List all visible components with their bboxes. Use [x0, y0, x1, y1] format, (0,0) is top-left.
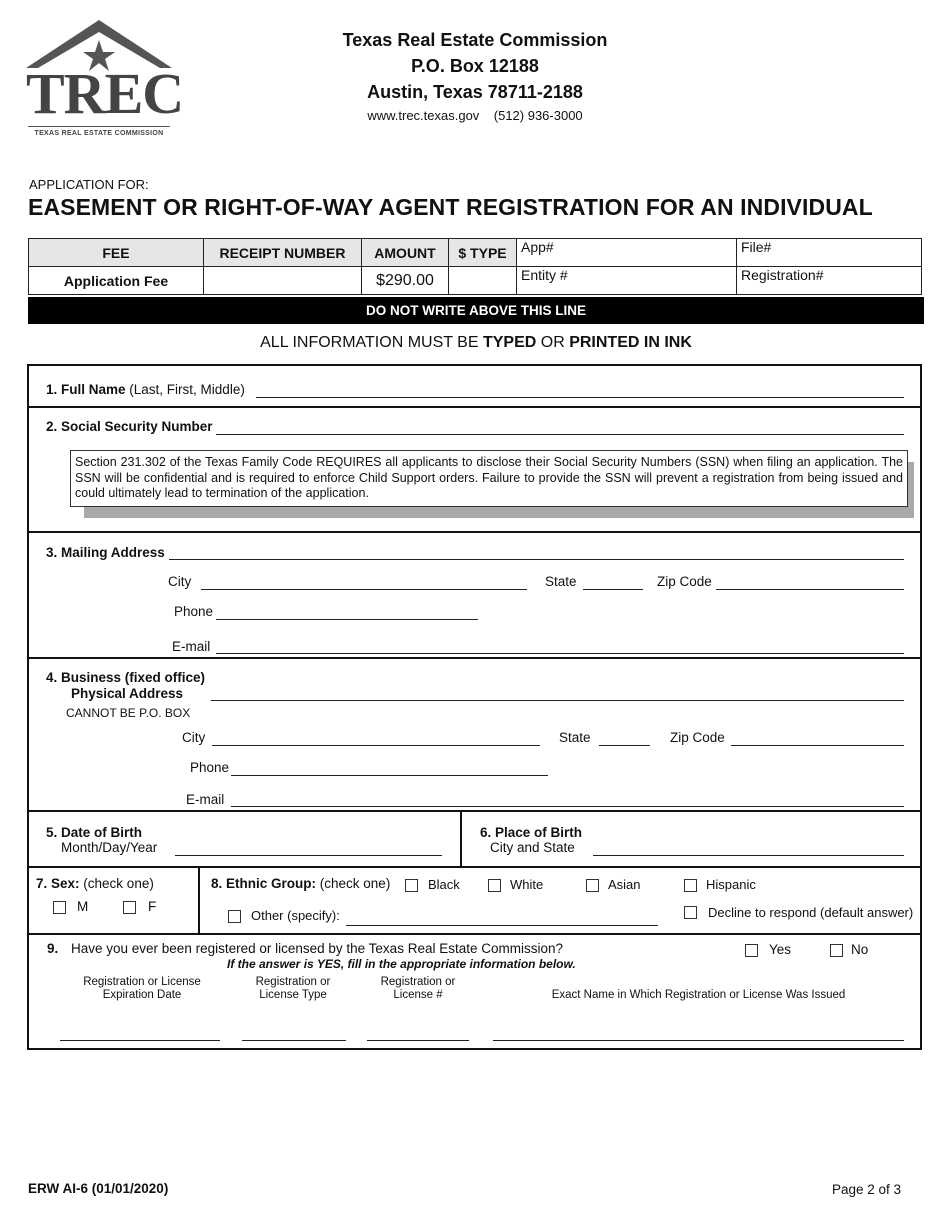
mailing-address-label: 3. Mailing Address	[46, 545, 165, 560]
sex-hint: (check one)	[83, 876, 154, 891]
business-address-input[interactable]	[211, 700, 904, 701]
sex-f-label: F	[148, 899, 157, 914]
mailing-email-input[interactable]	[216, 653, 904, 654]
business-city-input[interactable]	[212, 745, 540, 746]
receipt-number-field[interactable]	[204, 267, 362, 295]
type-header: $ TYPE	[449, 239, 517, 267]
file-number-label: File#	[741, 239, 772, 255]
birthplace-label: 6. Place of Birth	[480, 825, 583, 840]
ethnic-white-label: White	[510, 877, 544, 892]
mailing-city-label: City	[168, 574, 192, 589]
application-fee-label: Application Fee	[29, 267, 204, 295]
agency-contact	[275, 108, 675, 123]
agency-box: P.O. Box 12188	[411, 56, 539, 76]
ethnic-hispanic-checkbox[interactable]	[684, 879, 697, 892]
dob-input[interactable]	[175, 855, 442, 856]
instruction-or: OR	[536, 334, 570, 351]
mailing-zip-input[interactable]	[716, 589, 904, 590]
sex-label	[36, 876, 154, 891]
amount-header: AMOUNT	[362, 239, 449, 267]
no-po-box-note: CANNOT BE P.O. BOX	[66, 706, 191, 720]
registration-number-label: Registration#	[741, 267, 824, 283]
app-number-field[interactable]	[517, 239, 737, 267]
q9-col-number: Registration or License #	[380, 976, 456, 1001]
ethnic-asian-checkbox[interactable]	[586, 879, 599, 892]
ethnic-white-checkbox[interactable]	[488, 879, 501, 892]
do-not-write-banner: DO NOT WRITE ABOVE THIS LINE	[28, 297, 924, 324]
mailing-address-input[interactable]	[169, 559, 904, 560]
dob-sublabel: Month/Day/Year	[61, 840, 158, 855]
sex-title: 7. Sex:	[36, 876, 80, 891]
page-title: EASEMENT OR RIGHT-OF-WAY AGENT REGISTRATION FOR AN INDIVIDUAL	[28, 194, 873, 220]
application-for-label: APPLICATION FOR:	[29, 177, 149, 192]
business-email-input[interactable]	[231, 806, 904, 807]
q9-no-label: No	[851, 942, 869, 957]
fee-table	[28, 238, 922, 295]
file-number-field[interactable]	[737, 239, 922, 267]
q9-expiration-input[interactable]	[60, 1040, 220, 1041]
business-phone-input[interactable]	[231, 775, 548, 776]
ink-instruction	[28, 334, 924, 352]
logo-subtext: TEXAS REAL ESTATE COMMISSION	[34, 130, 164, 137]
mailing-phone-input[interactable]	[216, 619, 478, 620]
mailing-zip-label: Zip Code	[657, 574, 712, 589]
registration-number-field[interactable]	[737, 267, 922, 295]
business-phone-label: Phone	[190, 760, 230, 775]
receipt-header: RECEIPT NUMBER	[204, 239, 362, 267]
full-name-hint: (Last, First, Middle)	[129, 382, 245, 397]
full-name-input[interactable]	[256, 397, 904, 398]
business-address-label-2: Physical Address	[71, 686, 184, 701]
business-zip-label: Zip Code	[670, 730, 725, 745]
full-name-title: 1. Full Name	[46, 382, 126, 397]
mailing-city-input[interactable]	[201, 589, 527, 590]
q9-yes-checkbox[interactable]	[745, 944, 758, 957]
dob-label: 5. Date of Birth	[46, 825, 143, 840]
agency-name: Texas Real Estate Commission	[342, 30, 608, 50]
q9-yes-label: Yes	[769, 942, 792, 957]
ethnic-decline-checkbox[interactable]	[684, 906, 697, 919]
page-number: Page 2 of 3	[832, 1182, 902, 1197]
ethnic-other-input[interactable]	[346, 925, 658, 926]
ethnic-hint: (check one)	[319, 876, 391, 891]
ethnic-title: 8. Ethnic Group:	[211, 876, 317, 891]
birthplace-sublabel: City and State	[490, 840, 575, 855]
q9-name-input[interactable]	[493, 1040, 904, 1041]
agency-phone: (512) 936-3000	[493, 108, 583, 123]
trec-logo	[26, 20, 184, 142]
full-name-label	[46, 382, 245, 397]
type-field[interactable]	[449, 267, 517, 295]
q9-col-type: Registration or License Type	[255, 976, 331, 1001]
sex-m-label: M	[77, 899, 89, 914]
logo-text: TREC	[26, 61, 184, 126]
business-address-label: 4. Business (fixed office)	[46, 670, 206, 685]
entity-number-field[interactable]	[517, 267, 737, 295]
entity-number-label: Entity #	[521, 267, 568, 283]
amount-value: $290.00	[362, 267, 449, 295]
q9-col-name: Exact Name in Which Registration or License Was Issued	[551, 989, 846, 1001]
form-id: ERW AI-6 (01/01/2020)	[28, 1181, 169, 1196]
ethnic-black-label: Black	[428, 877, 460, 892]
mailing-state-label: State	[545, 574, 577, 589]
ethnic-label	[211, 876, 390, 891]
mailing-email-label: E-mail	[172, 639, 211, 654]
business-email-label: E-mail	[186, 792, 225, 807]
agency-web[interactable]: www.trec.texas.gov	[367, 108, 480, 123]
agency-city: Austin, Texas 78711-2188	[367, 82, 583, 102]
q9-number: 9.	[47, 941, 59, 956]
sex-f-checkbox[interactable]	[123, 901, 136, 914]
mailing-state-input[interactable]	[583, 589, 643, 590]
birthplace-input[interactable]	[593, 855, 904, 856]
ethnic-asian-label: Asian	[608, 877, 641, 892]
mailing-phone-label: Phone	[174, 604, 214, 619]
ssn-notice: Section 231.302 of the Texas Family Code REQUIRES all applicants to disclose their Social Security Numbers (SSN) when filing an application. The SSN will be confidential and is required to enforce Child Support orders. Failure to provide the SSN will prevent a registration from being issued and could ultimately lead to termination of the application.	[70, 450, 908, 507]
business-state-label: State	[559, 730, 591, 745]
ssn-label: 2. Social Security Number	[46, 419, 213, 434]
instruction-text: ALL INFORMATION MUST BE	[260, 334, 483, 351]
ethnic-hispanic-label: Hispanic	[706, 877, 756, 892]
business-city-label: City	[182, 730, 206, 745]
instruction-printed: PRINTED IN INK	[569, 334, 692, 351]
sex-m-checkbox[interactable]	[53, 901, 66, 914]
q9-no-checkbox[interactable]	[830, 944, 843, 957]
ethnic-other-checkbox[interactable]	[228, 910, 241, 923]
q9-note: If the answer is YES, fill in the appropriate information below.	[227, 957, 576, 971]
business-state-input[interactable]	[599, 745, 650, 746]
ethnic-black-checkbox[interactable]	[405, 879, 418, 892]
q9-col-expiration: Registration or License Expiration Date	[83, 976, 201, 1001]
instruction-typed: TYPED	[482, 334, 537, 351]
ethnic-decline-label: Decline to respond (default answer)	[708, 905, 914, 920]
q9-type-input[interactable]	[242, 1040, 346, 1041]
app-number-label: App#	[521, 239, 554, 255]
fee-header: FEE	[29, 239, 204, 267]
q9-question: Have you ever been registered or licensed by the Texas Real Estate Commission?	[71, 941, 564, 956]
ssn-input[interactable]	[216, 434, 904, 435]
business-zip-input[interactable]	[731, 745, 904, 746]
q9-number-input[interactable]	[367, 1040, 469, 1041]
ethnic-other-label: Other (specify):	[251, 908, 340, 923]
